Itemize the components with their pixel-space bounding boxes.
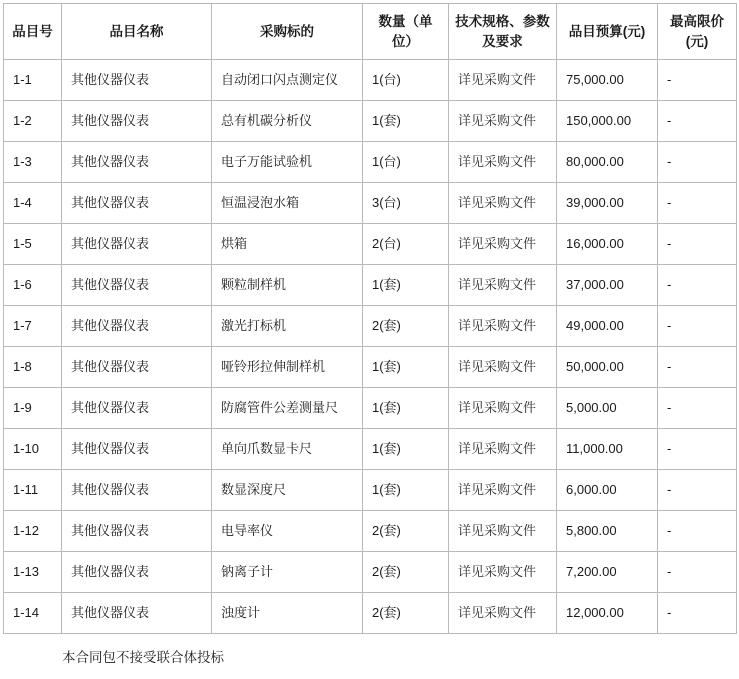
procurement-sheet	[0, 3, 739, 668]
cell-item-name: 其他仪器仪表	[62, 429, 212, 470]
cell-target: 钠离子计	[212, 552, 363, 593]
cell-target: 激光打标机	[212, 306, 363, 347]
table-row	[4, 306, 737, 347]
cell-item-name: 其他仪器仪表	[62, 593, 212, 634]
cell-target: 单向爪数显卡尺	[212, 429, 363, 470]
cell-price-cap: -	[658, 101, 737, 142]
cell-target: 颗粒制样机	[212, 265, 363, 306]
cell-budget: 49,000.00	[557, 306, 658, 347]
cell-quantity: 1(台)	[363, 142, 449, 183]
cell-item-code: 1-9	[4, 388, 62, 429]
cell-price-cap: -	[658, 306, 737, 347]
table-row	[4, 552, 737, 593]
cell-target: 恒温浸泡水箱	[212, 183, 363, 224]
cell-item-code: 1-14	[4, 593, 62, 634]
cell-price-cap: -	[658, 593, 737, 634]
cell-item-code: 1-3	[4, 142, 62, 183]
cell-quantity: 1(套)	[363, 470, 449, 511]
cell-quantity: 2(套)	[363, 306, 449, 347]
table-row	[4, 183, 737, 224]
cell-budget: 5,800.00	[557, 511, 658, 552]
cell-target: 数显深度尺	[212, 470, 363, 511]
header-budget: 品目预算(元)	[557, 4, 658, 60]
cell-item-code: 1-13	[4, 552, 62, 593]
cell-budget: 5,000.00	[557, 388, 658, 429]
cell-item-code: 1-5	[4, 224, 62, 265]
header-item-code: 品目号	[4, 4, 62, 60]
cell-target: 防腐管件公差测量尺	[212, 388, 363, 429]
cell-spec: 详见采购文件	[449, 142, 557, 183]
cell-item-code: 1-12	[4, 511, 62, 552]
cell-target: 自动闭口闪点测定仪	[212, 60, 363, 101]
cell-quantity: 1(套)	[363, 265, 449, 306]
table-row	[4, 224, 737, 265]
cell-item-name: 其他仪器仪表	[62, 224, 212, 265]
header-spec: 技术规格、参数及要求	[449, 4, 557, 60]
cell-item-code: 1-7	[4, 306, 62, 347]
table-row	[4, 60, 737, 101]
cell-item-code: 1-8	[4, 347, 62, 388]
cell-spec: 详见采购文件	[449, 306, 557, 347]
table-row	[4, 142, 737, 183]
cell-item-name: 其他仪器仪表	[62, 552, 212, 593]
cell-target: 电导率仪	[212, 511, 363, 552]
cell-item-code: 1-2	[4, 101, 62, 142]
cell-item-name: 其他仪器仪表	[62, 183, 212, 224]
cell-item-name: 其他仪器仪表	[62, 306, 212, 347]
cell-spec: 详见采购文件	[449, 593, 557, 634]
cell-target: 电子万能试验机	[212, 142, 363, 183]
cell-item-name: 其他仪器仪表	[62, 470, 212, 511]
cell-price-cap: -	[658, 224, 737, 265]
cell-item-name: 其他仪器仪表	[62, 142, 212, 183]
cell-target: 烘箱	[212, 224, 363, 265]
cell-budget: 80,000.00	[557, 142, 658, 183]
cell-spec: 详见采购文件	[449, 511, 557, 552]
header-price-cap: 最高限价(元)	[658, 4, 737, 60]
table-body	[4, 60, 737, 634]
cell-budget: 7,200.00	[557, 552, 658, 593]
cell-spec: 详见采购文件	[449, 552, 557, 593]
cell-spec: 详见采购文件	[449, 470, 557, 511]
cell-price-cap: -	[658, 388, 737, 429]
header-item-name: 品目名称	[62, 4, 212, 60]
cell-budget: 39,000.00	[557, 183, 658, 224]
cell-item-code: 1-11	[4, 470, 62, 511]
cell-quantity: 1(套)	[363, 347, 449, 388]
cell-spec: 详见采购文件	[449, 429, 557, 470]
table-row	[4, 101, 737, 142]
cell-budget: 37,000.00	[557, 265, 658, 306]
table-row	[4, 265, 737, 306]
cell-target: 浊度计	[212, 593, 363, 634]
cell-target: 哑铃形拉伸制样机	[212, 347, 363, 388]
cell-item-name: 其他仪器仪表	[62, 265, 212, 306]
cell-item-code: 1-10	[4, 429, 62, 470]
cell-spec: 详见采购文件	[449, 265, 557, 306]
cell-price-cap: -	[658, 511, 737, 552]
cell-price-cap: -	[658, 470, 737, 511]
cell-item-name: 其他仪器仪表	[62, 388, 212, 429]
cell-budget: 75,000.00	[557, 60, 658, 101]
header-target: 采购标的	[212, 4, 363, 60]
cell-quantity: 1(套)	[363, 101, 449, 142]
table-row	[4, 347, 737, 388]
cell-quantity: 1(台)	[363, 60, 449, 101]
cell-item-code: 1-6	[4, 265, 62, 306]
cell-item-name: 其他仪器仪表	[62, 511, 212, 552]
cell-budget: 6,000.00	[557, 470, 658, 511]
cell-budget: 16,000.00	[557, 224, 658, 265]
cell-spec: 详见采购文件	[449, 388, 557, 429]
cell-item-name: 其他仪器仪表	[62, 60, 212, 101]
cell-item-name: 其他仪器仪表	[62, 347, 212, 388]
table-row	[4, 429, 737, 470]
table-row	[4, 388, 737, 429]
table-header-row	[4, 4, 737, 60]
cell-target: 总有机碳分析仪	[212, 101, 363, 142]
header-quantity: 数量（单位）	[363, 4, 449, 60]
procurement-table	[3, 3, 737, 634]
cell-budget: 150,000.00	[557, 101, 658, 142]
table-header	[4, 4, 737, 60]
cell-budget: 12,000.00	[557, 593, 658, 634]
contract-package-note: 本合同包不接受联合体投标	[62, 650, 224, 665]
cell-price-cap: -	[658, 552, 737, 593]
cell-item-code: 1-1	[4, 60, 62, 101]
cell-item-name: 其他仪器仪表	[62, 101, 212, 142]
cell-spec: 详见采购文件	[449, 60, 557, 101]
table-row	[4, 470, 737, 511]
cell-quantity: 2(套)	[363, 593, 449, 634]
cell-spec: 详见采购文件	[449, 347, 557, 388]
cell-quantity: 1(套)	[363, 388, 449, 429]
cell-budget: 11,000.00	[557, 429, 658, 470]
cell-quantity: 2(套)	[363, 511, 449, 552]
cell-spec: 详见采购文件	[449, 183, 557, 224]
cell-quantity: 3(台)	[363, 183, 449, 224]
cell-price-cap: -	[658, 429, 737, 470]
cell-quantity: 1(套)	[363, 429, 449, 470]
cell-quantity: 2(套)	[363, 552, 449, 593]
table-row	[4, 511, 737, 552]
cell-budget: 50,000.00	[557, 347, 658, 388]
cell-price-cap: -	[658, 60, 737, 101]
cell-spec: 详见采购文件	[449, 224, 557, 265]
cell-price-cap: -	[658, 265, 737, 306]
cell-item-code: 1-4	[4, 183, 62, 224]
cell-price-cap: -	[658, 183, 737, 224]
cell-price-cap: -	[658, 142, 737, 183]
cell-quantity: 2(台)	[363, 224, 449, 265]
table-row	[4, 593, 737, 634]
cell-price-cap: -	[658, 347, 737, 388]
cell-spec: 详见采购文件	[449, 101, 557, 142]
